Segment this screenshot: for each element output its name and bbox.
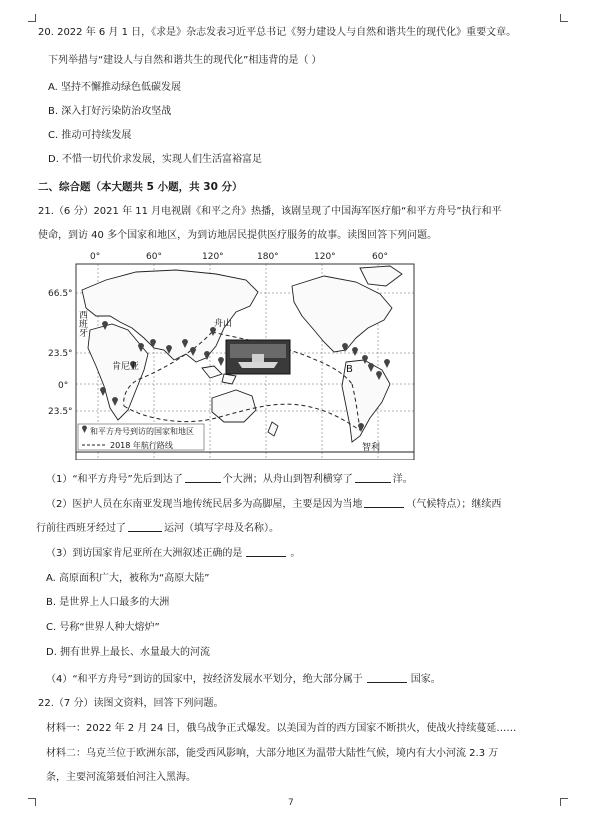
answer-blank-continents[interactable]	[185, 472, 221, 483]
lon-label-0: 0°	[90, 252, 101, 262]
crop-mark-top-left	[28, 14, 36, 22]
q21-sub2-line2: 行前往西班牙经过了 运河（填写字母及名称）。	[36, 523, 279, 534]
q20-option-a: A. 坚持不懈推动绿色低碳发展	[48, 82, 182, 93]
map-legend	[78, 424, 204, 450]
q20-option-c: C. 推动可持续发展	[48, 130, 132, 141]
q21-sub3: （3）到访国家肯尼亚所在大洲叙述正确的是 。	[46, 548, 301, 559]
legend-route: 2018 年航行路线	[110, 441, 173, 450]
lon-label-60w: 60°	[372, 252, 388, 262]
q21-option-d: D. 拥有世界上最长、水量最大的河流	[46, 647, 211, 658]
lon-label-120w: 120°	[314, 252, 336, 262]
q21-sub4: （4）“和平方舟号”到访的国家中，按经济发展水平划分，绝大部分属于 国家。	[46, 674, 441, 685]
q21-sub1: （1）“和平方舟号”先后到达了 个大洲；从舟山到智利横穿了 洋。	[46, 474, 413, 485]
q22-material-2-line1: 材料二：乌克兰位于欧洲东部，能受西风影响，大部分地区为温带大陆性气候，境内有大小河流 2.3 万	[46, 748, 499, 759]
q21-stem-2: 使命，到访 40 多个国家和地区，为到访地居民提供医疗服务的故事。读图回答下列问题。	[38, 230, 438, 241]
q20-stem: 20. 2022 年 6 月 1 日，《求是》杂志发表习近平总书记《努力建设人与自然和谐共生的现代化》重要文章。	[38, 27, 517, 38]
q21-option-b: B. 是世界上人口最多的大洲	[46, 597, 170, 608]
answer-blank-economy[interactable]	[367, 672, 407, 683]
q20-option-d: D. 不惜一切代价求发展，实现人们生活富裕富足	[48, 154, 263, 165]
crop-mark-top-right	[560, 14, 568, 22]
hospital-ship-photo	[226, 340, 290, 374]
crop-mark-bottom-right	[560, 798, 568, 806]
label-b: B	[346, 364, 353, 375]
lon-label-180: 180°	[257, 252, 279, 262]
q21-option-c: C. 号称“世界人种大熔炉”	[46, 622, 160, 633]
q21-stem-1: 21.（6 分）2021 年 11 月电视剧《和平之舟》热播，该剧呈现了中国海军医疗船“和平方舟号”执行和平	[38, 206, 502, 217]
section-2-heading: 二、综合题（本大题共 5 小题，共 30 分）	[38, 181, 243, 193]
legend-visited: 和平方舟号到访的国家和地区	[90, 427, 194, 436]
answer-blank-canal[interactable]	[128, 521, 162, 532]
answer-blank-climate[interactable]	[364, 497, 404, 508]
label-chile: 智利	[362, 443, 381, 453]
label-spain: 西班牙	[77, 310, 87, 337]
q22-material-2-line2: 条，主要河流第聂伯河注入黑海。	[46, 772, 196, 783]
page-number: 7	[288, 798, 294, 808]
q21-sub2-line1: （2）医护人员在东南亚发现当地传统民居多为高脚屋，主要是因为当地 （气候特点）；继续西	[46, 499, 502, 510]
lat-label-23s: 23.5°	[48, 407, 73, 417]
answer-blank-sub3[interactable]	[246, 546, 286, 557]
q20-option-b: B. 深入打好污染防治攻坚战	[48, 106, 172, 117]
q20-stem-2: 下列举措与“建设人与自然和谐共生的现代化”相违背的是（ ）	[48, 55, 322, 66]
lat-label-equator: 0°	[58, 381, 69, 391]
lon-label-60: 60°	[146, 252, 162, 262]
q22-material-1: 材料一：2022 年 2 月 24 日，俄乌战争正式爆发。以美国为首的西方国家不断拱火，使战火持续蔓延……	[46, 723, 517, 734]
crop-mark-bottom-left	[28, 798, 36, 806]
label-kenya: 肯尼亚	[112, 362, 140, 372]
lat-label-23n: 23.5°	[48, 349, 73, 359]
world-route-map	[46, 250, 422, 460]
label-zhoushan: 舟山	[214, 319, 233, 329]
q21-option-a: A. 高原面积广大，被称为“高原大陆”	[46, 573, 210, 584]
lon-label-120: 120°	[202, 252, 224, 262]
q22-stem: 22.（7 分）读图文资料，回答下列问题。	[38, 698, 224, 709]
answer-blank-ocean[interactable]	[355, 472, 391, 483]
lat-label-66: 66.5°	[48, 289, 73, 299]
